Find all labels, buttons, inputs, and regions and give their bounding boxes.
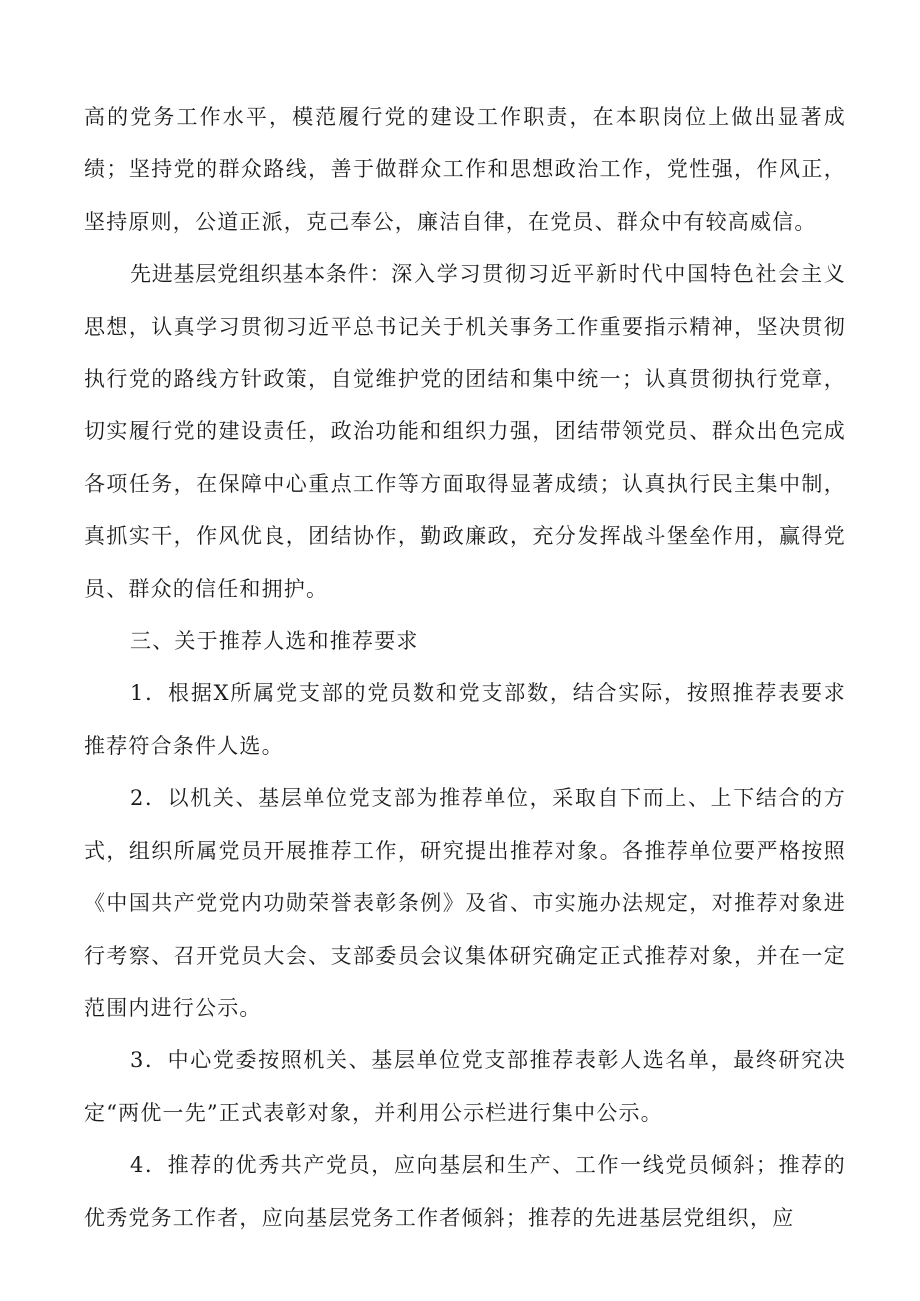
paragraph-lead-heading: 先进基层党组织基本条件： (130, 262, 392, 287)
list-item-text: 4．推荐的优秀共产党员，应向基层和生产、工作一线党员倾斜；推荐的优秀党务工作者，应向基层党务工作者倾斜；推荐的先进基层党组织，应 (84, 1153, 846, 1230)
list-item-3 (84, 1034, 846, 1139)
paragraph-advanced-organization-conditions (84, 248, 846, 615)
paragraph-party-worker-conditions-continued (84, 91, 846, 248)
list-item-text: 1．根据X所属党支部的党员数和党支部数，结合实际，按照推荐表要求推荐符合条件人选。 (84, 681, 846, 758)
list-item-text: 3．中心党委按照机关、基层单位党支部推荐表彰人选名单，最终研究决定“两优一先”正式表彰对象，并利用公示栏进行集中公示。 (84, 1048, 846, 1125)
paragraph-text: 深入学习贯彻习近平新时代中国特色社会主义思想，认真学习贯彻习近平总书记关于机关事务工作重要指示精神，坚决贯彻执行党的路线方针政策，自觉维护党的团结和集中统一；认真贯彻执行党章，切实履行党的建设责任，政治功能和组织力强，团结带领党员、群众出色完成各项任务，在保障中心重点工作等方面取得显著成绩；认真执行民主集中制，真抓实干，作风优良，团结协作，勤政廉政，充分发挥战斗堡垒作用，赢得党员、群众的信任和拥护。 (84, 262, 847, 601)
document-page (84, 91, 846, 1244)
list-item-2 (84, 772, 846, 1034)
section-heading-recommendation (84, 615, 846, 667)
paragraph-text: 高的党务工作水平，模范履行党的建设工作职责，在本职岗位上做出显著成绩；坚持党的群众路线，善于做群众工作和思想政治工作，党性强，作风正，坚持原则，公道正派，克己奉公，廉洁自律，在党员、群众中有较高威信。 (84, 105, 846, 234)
list-item-text: 2．以机关、基层单位党支部为推荐单位，采取自下而上、上下结合的方式，组织所属党员开展推荐工作，研究提出推荐对象。各推荐单位要严格按照《中国共产党党内功勋荣誉表彰条例》及省、市实施办法规定，对推荐对象进行考察、召开党员大会、支部委员会议集体研究确定正式推荐对象，并在一定范围内进行公示。 (84, 786, 846, 1020)
section-heading-text: 三、关于推荐人选和推荐要求 (130, 629, 419, 654)
list-item-4 (84, 1139, 846, 1244)
list-item-1 (84, 667, 846, 772)
